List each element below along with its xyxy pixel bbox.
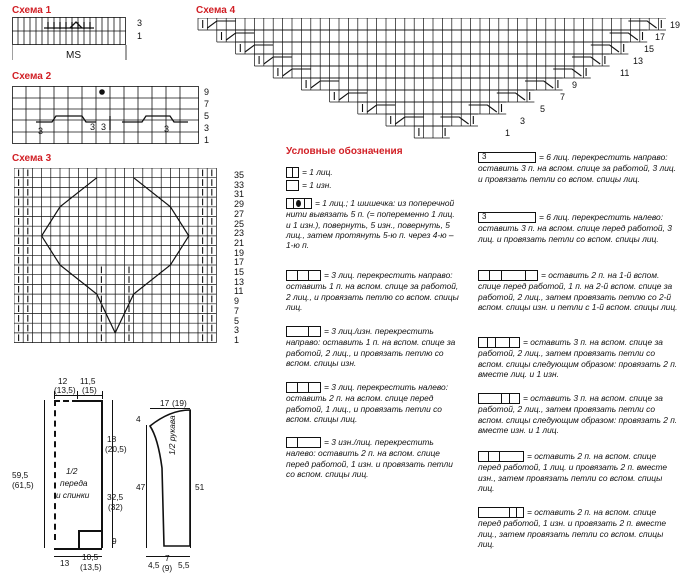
cross-5-icon bbox=[478, 270, 538, 281]
legend-item-knit bbox=[286, 167, 468, 178]
scheme-2-cell-3c: 3 bbox=[101, 122, 107, 132]
dim-right-mid: 32,5 bbox=[107, 492, 124, 502]
scheme-2-grid bbox=[12, 86, 202, 146]
legend-item-cross-6-right bbox=[478, 152, 678, 184]
dim-right-top: 18 bbox=[107, 434, 117, 444]
legend-text-bobble: = 1 лиц.; 1 шишечка: из поперечной нити вывязать 5 п. (= попеременно 1 лиц. и 1 изн.), повернуть, 5 изн., повернуть, 5 лиц., затем протянуть 5-ю п. через 4-ю – 1-ю п. bbox=[286, 198, 455, 251]
cross-6-right-number: 3 bbox=[482, 152, 487, 162]
legend-item-bobble bbox=[286, 198, 456, 250]
legend-text-cross-5: = оставить 2 п. на 1-й вспом. спице перед работой, 1 п. на 2-й вспом. спице за работой, 2 лиц., затем провязать петлю со 2-й вспом. спицы изн. и петли с 1-й вспом. спицы лиц. bbox=[478, 270, 678, 312]
cross-6-left-icon bbox=[478, 212, 536, 223]
title-scheme-4: Схема 4 bbox=[196, 5, 236, 16]
legend-text-cross-6-left: = 6 лиц. перекрестить налево: оставить 3 п. на вспом. спице перед работой, 3 лиц. и провязать петли со вспом. спицы лиц. bbox=[478, 212, 672, 244]
dim-left-sub: (61,5) bbox=[12, 480, 34, 490]
dim-bottom-left: 13 bbox=[60, 558, 70, 568]
label-half-sleeve: 1/2 рукава bbox=[167, 415, 177, 455]
dim-sleeve-bot-a: 4,5 bbox=[148, 560, 160, 570]
dim-left: 59,5 bbox=[12, 470, 29, 480]
scheme-3-row-number: 19 bbox=[234, 247, 245, 258]
scheme-3-row-number: 33 bbox=[234, 179, 245, 190]
legend-item-cross-right-purl bbox=[286, 326, 461, 368]
dim-sleeve-right: 51 bbox=[195, 482, 205, 492]
scheme-2-row-9: 9 bbox=[204, 87, 210, 97]
cross-6-right-icon bbox=[478, 152, 536, 163]
dim-sleeve-bot-c: 5,5 bbox=[178, 560, 190, 570]
cross-left-purl-icon bbox=[286, 437, 321, 448]
left-knit-dec-purl-icon bbox=[478, 451, 524, 462]
scheme-3-row-number: 21 bbox=[234, 237, 245, 248]
scheme-4-row-number: 5 bbox=[540, 104, 546, 114]
scheme-4-row-number: 15 bbox=[644, 44, 655, 54]
dim-bottom-right-sub: (13,5) bbox=[80, 562, 102, 572]
scheme-3-grid bbox=[14, 168, 230, 348]
scheme-4-row-number: 9 bbox=[572, 80, 578, 90]
decrease-knit-purl-icon bbox=[478, 337, 520, 348]
legend-item-cross-left-knit bbox=[286, 382, 461, 424]
scheme-2-cell-3a: 3 bbox=[38, 126, 44, 136]
legend-item-purl bbox=[286, 180, 468, 191]
label-and-back: и спинки bbox=[56, 490, 90, 500]
legend-item-dec-knit-purl bbox=[478, 337, 678, 379]
scheme-3-row-number: 27 bbox=[234, 208, 245, 219]
dim-right-bot: 9 bbox=[112, 536, 117, 546]
scheme-1-row-3: 3 bbox=[137, 18, 143, 28]
dim-top-left-sub: (13,5) bbox=[54, 385, 76, 395]
legend-item-dec-purl-knit bbox=[478, 393, 678, 435]
scheme-4-row-number: 1 bbox=[505, 128, 511, 138]
legend-text-dec-purl-knit: = оставить 3 п. на вспом. спице за работой, 2 лиц., затем провязать петли со вспом. спицы следующим образом: провязать 2 п. вместе изн. и 1 лиц. bbox=[478, 393, 678, 435]
legend-text-left-purl-dec-knit: = оставить 2 п. на вспом. спице перед работой, 1 изн. и провязать 2 п. вместе лиц., затем провязать петли со вспом. спицы лиц. bbox=[478, 507, 667, 549]
legend-item-left-purl-dec-knit bbox=[478, 507, 678, 549]
decrease-purl-knit-icon bbox=[478, 393, 520, 404]
bobble-symbol-icon bbox=[286, 198, 312, 209]
scheme-3-row-number: 1 bbox=[234, 334, 240, 345]
title-scheme-2: Схема 2 bbox=[12, 71, 52, 82]
legend-title: Условные обозначения bbox=[286, 146, 403, 157]
legend-text-cross-right-knit: = 3 лиц. перекрестить направо: оставить 1 п. на вспом. спице за работой, 2 лиц., и провязать петлю со вспом. спицы лиц. bbox=[286, 270, 459, 312]
dim-top-left: 12 bbox=[58, 376, 68, 386]
dim-sleeve-top: 17 bbox=[160, 398, 170, 408]
dim-right-top-sub: (20,5) bbox=[105, 444, 127, 454]
title-scheme-1: Схема 1 bbox=[12, 5, 52, 16]
dim-top-right-sub: (15) bbox=[82, 385, 97, 395]
scheme-3-row-number: 13 bbox=[234, 276, 245, 287]
scheme-3-row-number: 31 bbox=[234, 189, 245, 200]
legend-text-dec-knit-purl: = оставить 3 п. на вспом. спице за работой, 2 лиц., затем провязать петли со вспом. спицы следующим образом: провязать 2 п. вместе лиц. и 1 изн. bbox=[478, 337, 678, 379]
scheme-4-grid bbox=[196, 18, 686, 143]
scheme-3-row-number: 35 bbox=[234, 170, 245, 180]
title-scheme-3: Схема 3 bbox=[12, 153, 52, 164]
dim-right-mid-sub: (32) bbox=[108, 502, 123, 512]
scheme-3-row-number: 5 bbox=[234, 315, 240, 326]
dim-sleeve-left-top: 4 bbox=[136, 414, 141, 424]
scheme-2-cell-3d: 3 bbox=[164, 124, 170, 134]
scheme-3-row-number: 9 bbox=[234, 296, 240, 307]
legend-text-left-knit-dec-purl: = оставить 2 п. на вспом. спице перед работой, 1 лиц. и провязать 2 п. вместе изн., затем провязать петли со вспом. спицы лиц. bbox=[478, 451, 668, 493]
dim-bottom-right: 10,5 bbox=[82, 552, 99, 562]
scheme-4-row-number: 11 bbox=[620, 68, 630, 78]
legend-text-cross-left-purl: = 3 изн./лиц. перекрестить налево: оставить 2 п. на вспом. спице перед работой, 1 изн. и провязать петли со вспом. спицы лиц. bbox=[286, 437, 453, 479]
legend-text-cross-right-purl: = 3 лиц./изн. перекрестить направо: оставить 1 п. на вспом. спице за работой, 2 лиц., и провязать петлю со вспом. спицы изн. bbox=[286, 326, 456, 368]
legend-item-cross-right-knit bbox=[286, 270, 461, 312]
dim-top-right: 11,5 bbox=[80, 376, 96, 386]
garment-schematic bbox=[0, 370, 280, 579]
scheme-4-row-number: 13 bbox=[633, 56, 644, 66]
scheme-3-row-number: 25 bbox=[234, 218, 245, 229]
legend-text-cross-6-right: = 6 лиц. перекрестить направо: оставить 3 п. на вспом. спице за работой, 3 лиц. и провязать петли со вспом. спицы лиц. bbox=[478, 152, 677, 184]
scheme-3-row-number: 15 bbox=[234, 267, 245, 277]
dim-sleeve-left: 47 bbox=[136, 482, 146, 492]
cross-right-knit-icon bbox=[286, 270, 321, 281]
dim-sleeve-bot-b: 7 bbox=[165, 553, 170, 563]
cross-right-purl-icon bbox=[286, 326, 321, 337]
scheme-2-row-7: 7 bbox=[204, 99, 210, 109]
knit-symbol-icon bbox=[286, 167, 299, 178]
scheme-4-row-number: 17 bbox=[655, 32, 666, 42]
legend-item-cross-left-purl bbox=[286, 437, 461, 479]
cross-left-knit-icon bbox=[286, 382, 321, 393]
legend-item-left-knit-dec-purl bbox=[478, 451, 678, 493]
dim-sleeve-bot-b-sub: (9) bbox=[162, 563, 173, 573]
scheme-3-row-number: 23 bbox=[234, 228, 245, 239]
scheme-1-row-1: 1 bbox=[137, 31, 143, 41]
scheme-2-row-3: 3 bbox=[204, 123, 210, 133]
scheme-3-row-number: 17 bbox=[234, 257, 245, 268]
scheme-3-row-number: 3 bbox=[234, 325, 240, 336]
label-half: 1/2 bbox=[66, 466, 78, 476]
scheme-2-cell-3b: 3 bbox=[90, 122, 96, 132]
legend-text-purl: = 1 изн. bbox=[302, 180, 332, 190]
label-front: переда bbox=[60, 478, 88, 488]
legend-text-knit: = 1 лиц. bbox=[302, 167, 333, 177]
scheme-1-label-ms: MS bbox=[66, 50, 81, 61]
scheme-2-row-5: 5 bbox=[204, 111, 210, 121]
scheme-4-row-number: 7 bbox=[560, 92, 566, 102]
legend-text-cross-left-knit: = 3 лиц. перекрестить налево: оставить 2 п. на вспом. спице перед работой, 1 лиц., и провязать петли со вспом. спицы лиц. bbox=[286, 382, 449, 424]
purl-symbol-icon bbox=[286, 180, 299, 191]
scheme-3-row-number: 11 bbox=[234, 286, 244, 297]
scheme-3-row-number: 29 bbox=[234, 199, 245, 210]
scheme-2-row-1: 1 bbox=[204, 135, 210, 145]
cross-6-left-number: 3 bbox=[482, 212, 487, 222]
scheme-3-row-number: 7 bbox=[234, 305, 240, 316]
left-purl-dec-knit-icon bbox=[478, 507, 524, 518]
scheme-4-row-number: 3 bbox=[520, 116, 526, 126]
legend-item-cross-6-left bbox=[478, 212, 678, 244]
legend-item-cross-5 bbox=[478, 270, 678, 312]
dim-sleeve-top-sub: (19) bbox=[172, 398, 187, 408]
scheme-4-row-number: 19 bbox=[670, 20, 681, 30]
